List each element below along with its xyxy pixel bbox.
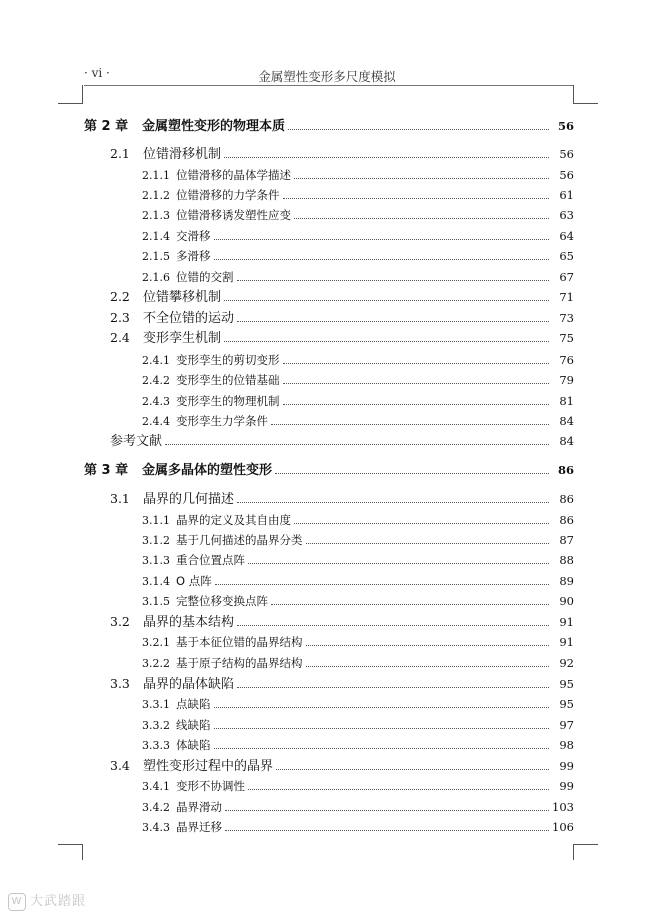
toc-entry-page: 86 xyxy=(557,463,574,477)
toc-entry xyxy=(0,612,654,632)
toc-dot-leader xyxy=(271,604,549,605)
toc-dot-leader xyxy=(283,363,550,364)
toc-dot-leader xyxy=(214,259,550,260)
toc-entry-page: 87 xyxy=(559,533,574,547)
toc-entry-page: 64 xyxy=(559,229,574,243)
toc-entry-number: 2.1.6 xyxy=(142,271,170,284)
toc-dot-leader xyxy=(275,473,549,474)
toc-entry-page: 84 xyxy=(559,434,574,448)
toc-entry-number: 3.1.5 xyxy=(142,595,170,608)
toc-entry-number: 3.2 xyxy=(110,614,130,629)
toc-entry-title: 变形孪生机制 xyxy=(143,331,222,346)
toc-entry-title: 晶界滑动 xyxy=(176,800,222,814)
toc-entry-number: 3.4.3 xyxy=(142,821,170,834)
toc-entry-title: 重合位置点阵 xyxy=(176,553,245,567)
toc-entry-number: 2.1.3 xyxy=(142,209,170,222)
toc-entry-title: 交滑移 xyxy=(176,229,211,243)
toc-dot-leader xyxy=(214,239,550,240)
toc-entry-number: 3.4 xyxy=(110,758,130,773)
header-rule xyxy=(84,85,574,86)
crop-mark-top-right-h xyxy=(574,103,598,104)
toc-entry-title: 变形孪生的位错基础 xyxy=(176,373,280,387)
toc-dot-leader xyxy=(225,810,549,811)
toc-entry xyxy=(0,205,654,225)
toc-entry-page: 98 xyxy=(559,738,574,752)
toc-entry xyxy=(0,591,654,611)
toc-entry-number: 3.1.3 xyxy=(142,554,170,567)
toc-entry-page: 56 xyxy=(559,147,574,161)
running-title: 金属塑性变形多尺度模拟 xyxy=(258,69,396,84)
toc-entry-number: 2.1.2 xyxy=(142,189,170,202)
toc-entry-page: 67 xyxy=(559,270,574,284)
crop-mark-top-right-v xyxy=(573,85,574,104)
toc-entry-number: 2.2 xyxy=(110,289,130,304)
page-number: · vi · xyxy=(84,66,110,80)
toc-entry-title: 基于原子结构的晶界结构 xyxy=(176,656,303,670)
toc-entry-number: 2.4.1 xyxy=(142,354,170,367)
toc-entry xyxy=(0,116,654,136)
toc-entry-number: 3.3 xyxy=(110,676,130,691)
toc-dot-leader xyxy=(214,728,550,729)
toc-entry xyxy=(0,489,654,509)
toc-entry xyxy=(0,694,654,714)
toc-entry-title: 线缺陷 xyxy=(176,718,211,732)
toc-entry-page: 56 xyxy=(559,168,574,182)
toc-entry xyxy=(0,391,654,411)
toc-entry-title: 参考文献 xyxy=(110,434,163,449)
toc-entry-page: 97 xyxy=(559,718,574,732)
toc-dot-leader xyxy=(306,645,550,646)
toc-entry-title: 变形孪生的物理机制 xyxy=(176,394,280,408)
crop-mark-bottom-left-v xyxy=(82,844,83,860)
toc-entry-title: 变形孪生的剪切变形 xyxy=(176,353,280,367)
toc-entry-number: 2.4.3 xyxy=(142,395,170,408)
toc-entry-number: 3.3.1 xyxy=(142,698,170,711)
toc-entry-number: 2.1.5 xyxy=(142,250,170,263)
toc-entry xyxy=(0,460,654,480)
toc-entry-title: O 点阵 xyxy=(176,574,212,588)
toc-dot-leader xyxy=(237,280,550,281)
crop-mark-bottom-right-h xyxy=(574,844,598,845)
toc-entry xyxy=(0,431,654,451)
toc-dot-leader xyxy=(294,178,549,179)
toc-entry xyxy=(0,328,654,348)
toc-entry-title: 变形孪生力学条件 xyxy=(176,414,268,428)
toc-dot-leader xyxy=(248,563,549,564)
toc-entry-page: 91 xyxy=(559,635,574,649)
toc-entry-number: 3.1.2 xyxy=(142,534,170,547)
toc-entry xyxy=(0,735,654,755)
toc-entry-page: 90 xyxy=(559,594,574,608)
toc-entry-title: 不全位错的运动 xyxy=(143,311,235,326)
toc-entry-title: 基于本征位错的晶界结构 xyxy=(176,635,303,649)
toc-entry-page: 71 xyxy=(559,290,574,304)
toc-entry-page: 86 xyxy=(559,492,574,506)
toc-entry xyxy=(0,185,654,205)
toc-dot-leader xyxy=(276,769,549,770)
toc-dot-leader xyxy=(283,383,550,384)
toc-entry xyxy=(0,530,654,550)
toc-entry xyxy=(0,287,654,307)
toc-entry xyxy=(0,510,654,530)
toc-entry xyxy=(0,797,654,817)
toc-entry-number: 3.3.2 xyxy=(142,719,170,732)
toc-entry xyxy=(0,267,654,287)
toc-entry-page: 86 xyxy=(559,513,574,527)
toc-entry-page: 95 xyxy=(559,697,574,711)
toc-entry-title: 晶界的晶体缺陷 xyxy=(143,677,235,692)
toc-dot-leader xyxy=(306,543,550,544)
toc-dot-leader xyxy=(294,523,549,524)
toc-entry-number: 2.1 xyxy=(110,146,130,161)
toc-dot-leader xyxy=(294,218,549,219)
toc-entry xyxy=(0,550,654,570)
toc-entry-number: 3.4.2 xyxy=(142,801,170,814)
toc-entry-title: 完整位移变换点阵 xyxy=(176,594,268,608)
toc-entry-number: 3.1 xyxy=(110,491,130,506)
toc-entry-number: 2.4 xyxy=(110,330,130,345)
toc-entry xyxy=(0,632,654,652)
toc-entry-title: 多滑移 xyxy=(176,249,211,263)
watermark xyxy=(8,890,86,911)
toc-entry-title: 体缺陷 xyxy=(176,738,211,752)
toc-entry-title: 位错的交割 xyxy=(176,270,234,284)
toc-entry-title: 晶界的几何描述 xyxy=(143,492,235,507)
toc-entry-page: 79 xyxy=(559,373,574,387)
toc-entry-page: 63 xyxy=(559,208,574,222)
toc-entry-page: 61 xyxy=(559,188,574,202)
toc-entry-title: 位错滑移的力学条件 xyxy=(176,188,280,202)
toc-dot-leader xyxy=(306,666,550,667)
toc-entry-page: 56 xyxy=(557,119,574,133)
toc-entry-number: 3.2.1 xyxy=(142,636,170,649)
watermark-logo-icon: W xyxy=(8,893,26,911)
toc-entry-number: 3.1.4 xyxy=(142,575,170,588)
toc-entry-number: 2.4.2 xyxy=(142,374,170,387)
toc-entry-page: 99 xyxy=(559,759,574,773)
toc-entry xyxy=(0,817,654,837)
toc-entry-page: 81 xyxy=(559,394,574,408)
toc-dot-leader xyxy=(214,707,550,708)
toc-entry-page: 65 xyxy=(559,249,574,263)
toc-entry-page: 76 xyxy=(559,353,574,367)
toc-entry-page: 106 xyxy=(552,820,574,834)
toc-entry xyxy=(0,571,654,591)
toc-entry xyxy=(0,715,654,735)
toc-dot-leader xyxy=(283,198,550,199)
toc-dot-leader xyxy=(214,748,550,749)
toc-entry-page: 84 xyxy=(559,414,574,428)
toc-entry xyxy=(0,246,654,266)
toc-entry-page: 88 xyxy=(559,553,574,567)
toc-dot-leader xyxy=(237,625,549,626)
toc-entry-number: 2.1.1 xyxy=(142,169,170,182)
toc-entry xyxy=(0,411,654,431)
toc-entry-page: 92 xyxy=(559,656,574,670)
toc-entry-page: 91 xyxy=(559,615,574,629)
toc-entry-number: 3.1.1 xyxy=(142,514,170,527)
toc-entry-title: 金属多晶体的塑性变形 xyxy=(142,463,273,478)
toc-entry-title: 晶界的定义及其自由度 xyxy=(176,513,291,527)
toc-entry-number: 2.1.4 xyxy=(142,230,170,243)
toc-entry-number: 3.4.1 xyxy=(142,780,170,793)
toc-entry-title: 位错滑移诱发塑性应变 xyxy=(176,208,291,222)
toc-dot-leader xyxy=(215,584,549,585)
toc-entry xyxy=(0,165,654,185)
toc-entry-title: 位错攀移机制 xyxy=(143,290,222,305)
toc-entry-title: 点缺陷 xyxy=(176,697,211,711)
toc-entry xyxy=(0,370,654,390)
toc-dot-leader xyxy=(165,444,549,445)
toc-entry-title: 位错滑移机制 xyxy=(143,147,222,162)
toc-dot-leader xyxy=(248,789,549,790)
toc-entry-title: 变形不协调性 xyxy=(176,779,245,793)
toc-entry-title: 塑性变形过程中的晶界 xyxy=(143,759,274,774)
watermark-text: 大武踏跟 xyxy=(30,894,87,909)
toc-entry xyxy=(0,756,654,776)
toc-entry xyxy=(0,144,654,164)
toc-entry xyxy=(0,653,654,673)
toc-dot-leader xyxy=(224,341,549,342)
toc-dot-leader xyxy=(225,830,549,831)
toc-entry-title: 位错滑移的晶体学描述 xyxy=(176,168,291,182)
toc-entry xyxy=(0,308,654,328)
toc-entry-page: 103 xyxy=(552,800,574,814)
crop-mark-top-left-v xyxy=(82,85,83,104)
toc-entry-page: 99 xyxy=(559,779,574,793)
toc-entry xyxy=(0,674,654,694)
toc-entry-number: 第 3 章 xyxy=(84,463,129,478)
toc-entry-number: 2.4.4 xyxy=(142,415,170,428)
toc-entry-number: 第 2 章 xyxy=(84,119,129,134)
toc-entry xyxy=(0,350,654,370)
toc-dot-leader xyxy=(271,424,549,425)
toc-dot-leader xyxy=(224,157,549,158)
toc-entry-page: 89 xyxy=(559,574,574,588)
toc-entry-title: 晶界的基本结构 xyxy=(143,615,235,630)
toc-entry-title: 晶界迁移 xyxy=(176,820,222,834)
crop-mark-bottom-right-v xyxy=(573,844,574,860)
crop-mark-top-left-h xyxy=(58,103,82,104)
toc-entry-number: 3.3.3 xyxy=(142,739,170,752)
toc-entry-page: 75 xyxy=(559,331,574,345)
toc-entry xyxy=(0,776,654,796)
toc-entry-title: 基于几何描述的晶界分类 xyxy=(176,533,303,547)
toc-entry xyxy=(0,226,654,246)
toc-dot-leader xyxy=(237,687,549,688)
crop-mark-bottom-left-h xyxy=(58,844,82,845)
toc-entry-page: 95 xyxy=(559,677,574,691)
toc-dot-leader xyxy=(224,300,549,301)
toc-dot-leader xyxy=(237,502,549,503)
toc-dot-leader xyxy=(283,404,550,405)
toc-dot-leader xyxy=(288,129,549,130)
toc-entry-number: 2.3 xyxy=(110,310,130,325)
toc-dot-leader xyxy=(237,321,549,322)
toc-entry-page: 73 xyxy=(559,311,574,325)
toc-entry-title: 金属塑性变形的物理本质 xyxy=(142,119,286,134)
toc-entry-number: 3.2.2 xyxy=(142,657,170,670)
